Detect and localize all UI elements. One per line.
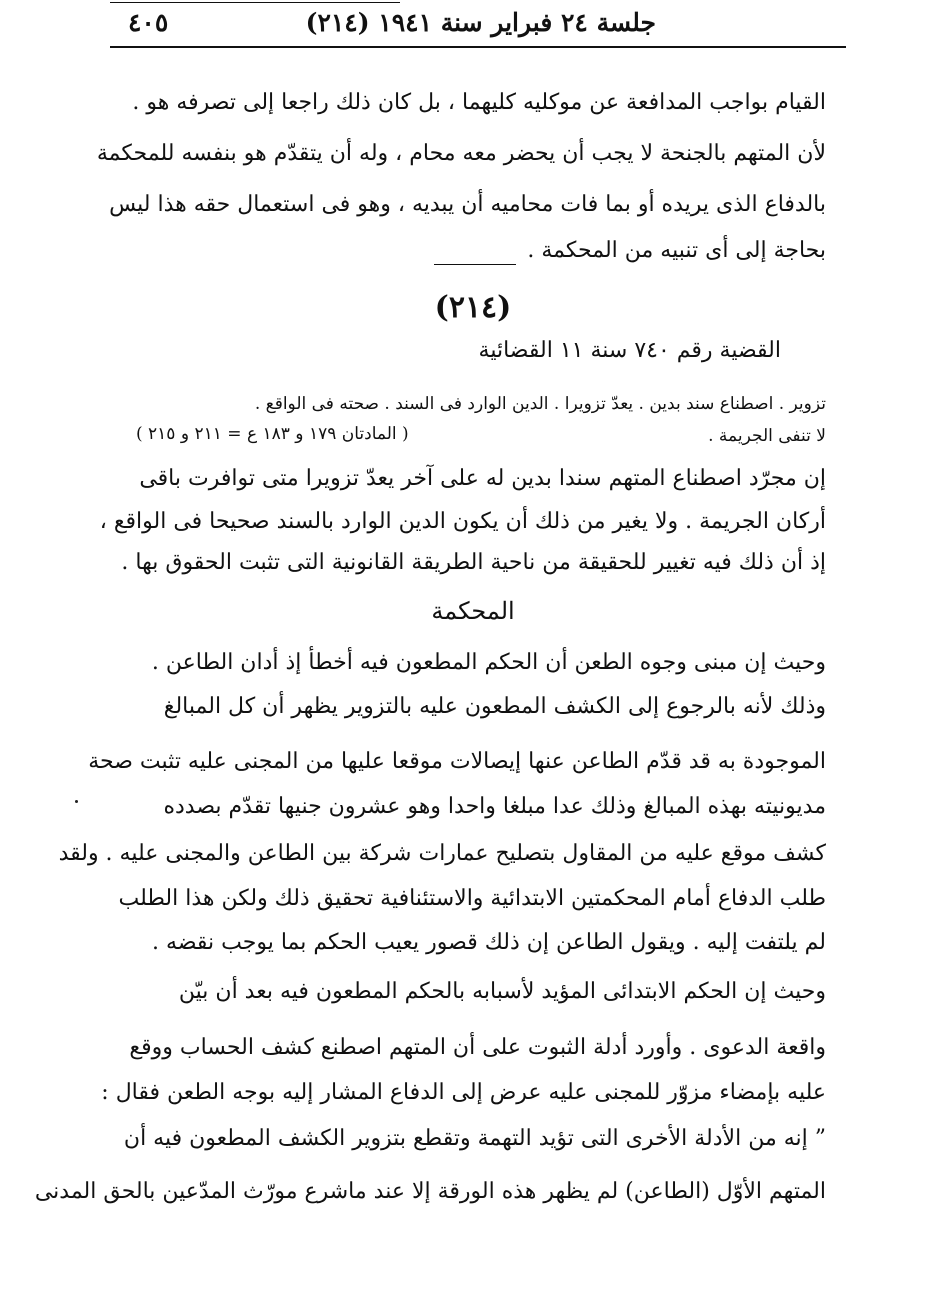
- judgment-line-7: لم يلتفت إليه . ويقول الطاعن إن ذلك قصور يعيب الحكم بما يوجب نقضه .: [152, 930, 826, 955]
- judgment-line-12: المتهم الأوّل (الطاعن) لم يظهر هذه الورقة إلا عند ماشرع مورّث المدّعين بالحق المدنى: [34, 1179, 826, 1204]
- judgment-line-2: وذلك لأنه بالرجوع إلى الكشف المطعون عليه بالتزوير يظهر أن كل المبالغ: [163, 694, 826, 719]
- case-reference: القضية رقم ٧٤٠ سنة ١١ القضائية: [478, 338, 781, 363]
- holding-line-1: إن مجرّد اصطناع المتهم سندا بدين له على آخر يعدّ تزويرا متى توافرت باقى: [139, 466, 826, 491]
- judgment-line-4: مديونيته بهذه المبالغ وذلك عدا مبلغا واحدا وهو عشرون جنيها تقدّم بصدده: [163, 794, 826, 819]
- case-number: (٢١٤): [434, 290, 512, 325]
- holding-line-2: أركان الجريمة . ولا يغير من ذلك أن يكون الدين الوارد بالسند صحيحا فى الواقع ،: [99, 509, 826, 534]
- judgment-line-3: الموجودة به قد قدّم الطاعن عنها إيصالات موقعا عليها من المجنى عليه تثبت صحة: [88, 749, 826, 774]
- header-session-title: جلسة ٢٤ فبراير سنة ١٩٤١ (٢١٤): [305, 8, 656, 37]
- judgment-line-8: وحيث إن الحكم الابتدائى المؤيد لأسبابه بالحكم المطعون فيه بعد أن بيّن: [178, 979, 826, 1004]
- header-top-rule: [110, 2, 400, 3]
- scan-speck: [75, 800, 78, 803]
- summary-line-2: لا تنفى الجريمة .: [708, 426, 826, 446]
- section-separator: [434, 264, 516, 265]
- intro-line-1: القيام بواجب المدافعة عن موكليه كليهما ، بل كان ذلك راجعا إلى تصرفه هو .: [132, 90, 826, 115]
- summary-articles: ( المادتان ١٧٩ و ١٨٣ ع = ٢١١ و ٢١٥ ): [136, 424, 409, 444]
- summary-line-1: تزوير . اصطناع سند بدين . يعدّ تزويرا . الدين الوارد فى السند . صحته فى الواقع .: [254, 394, 826, 414]
- judgment-line-5: كشف موقع عليه من المقاول بتصليح عمارات شركة بين الطاعن والمجنى عليه . ولقد: [58, 841, 826, 866]
- intro-line-3: بالدفاع الذى يريده أو بما فات محاميه أن يبديه ، وهو فى استعمال حقه هذا ليس: [109, 192, 826, 217]
- judgment-line-11: ” إنه من الأدلة الأخرى التى تؤيد التهمة وتقطع بتزوير الكشف المطعون فيه أن: [123, 1126, 826, 1151]
- page-number: ٤٠٥: [128, 8, 169, 37]
- page-header: [110, 2, 846, 48]
- judgment-line-6: طلب الدفاع أمام المحكمتين الابتدائية والاستئنافية تحقيق ذلك ولكن هذا الطلب: [118, 886, 826, 911]
- intro-line-4: بحاجة إلى أى تنبيه من المحكمة .: [527, 238, 826, 263]
- judgment-line-9: واقعة الدعوى . وأورد أدلة الثبوت على أن المتهم اصطنع كشف الحساب ووقع: [129, 1035, 826, 1060]
- court-section-title: المحكمة: [431, 597, 515, 625]
- intro-line-2: لأن المتهم بالجنحة لا يجب أن يحضر معه محام ، وله أن يتقدّم هو بنفسه للمحكمة: [96, 141, 826, 166]
- judgment-line-1: وحيث إن مبنى وجوه الطعن أن الحكم المطعون فيه أخطأ إذ أدان الطاعن .: [151, 650, 826, 675]
- judgment-line-10: عليه بإمضاء مزوّر للمجنى عليه عرض إلى الدفاع المشار إليه بوجه الطعن فقال :: [101, 1080, 826, 1105]
- holding-line-3: إذ أن ذلك فيه تغيير للحقيقة من ناحية الطريقة القانونية التى تثبت الحقوق بها .: [121, 550, 826, 575]
